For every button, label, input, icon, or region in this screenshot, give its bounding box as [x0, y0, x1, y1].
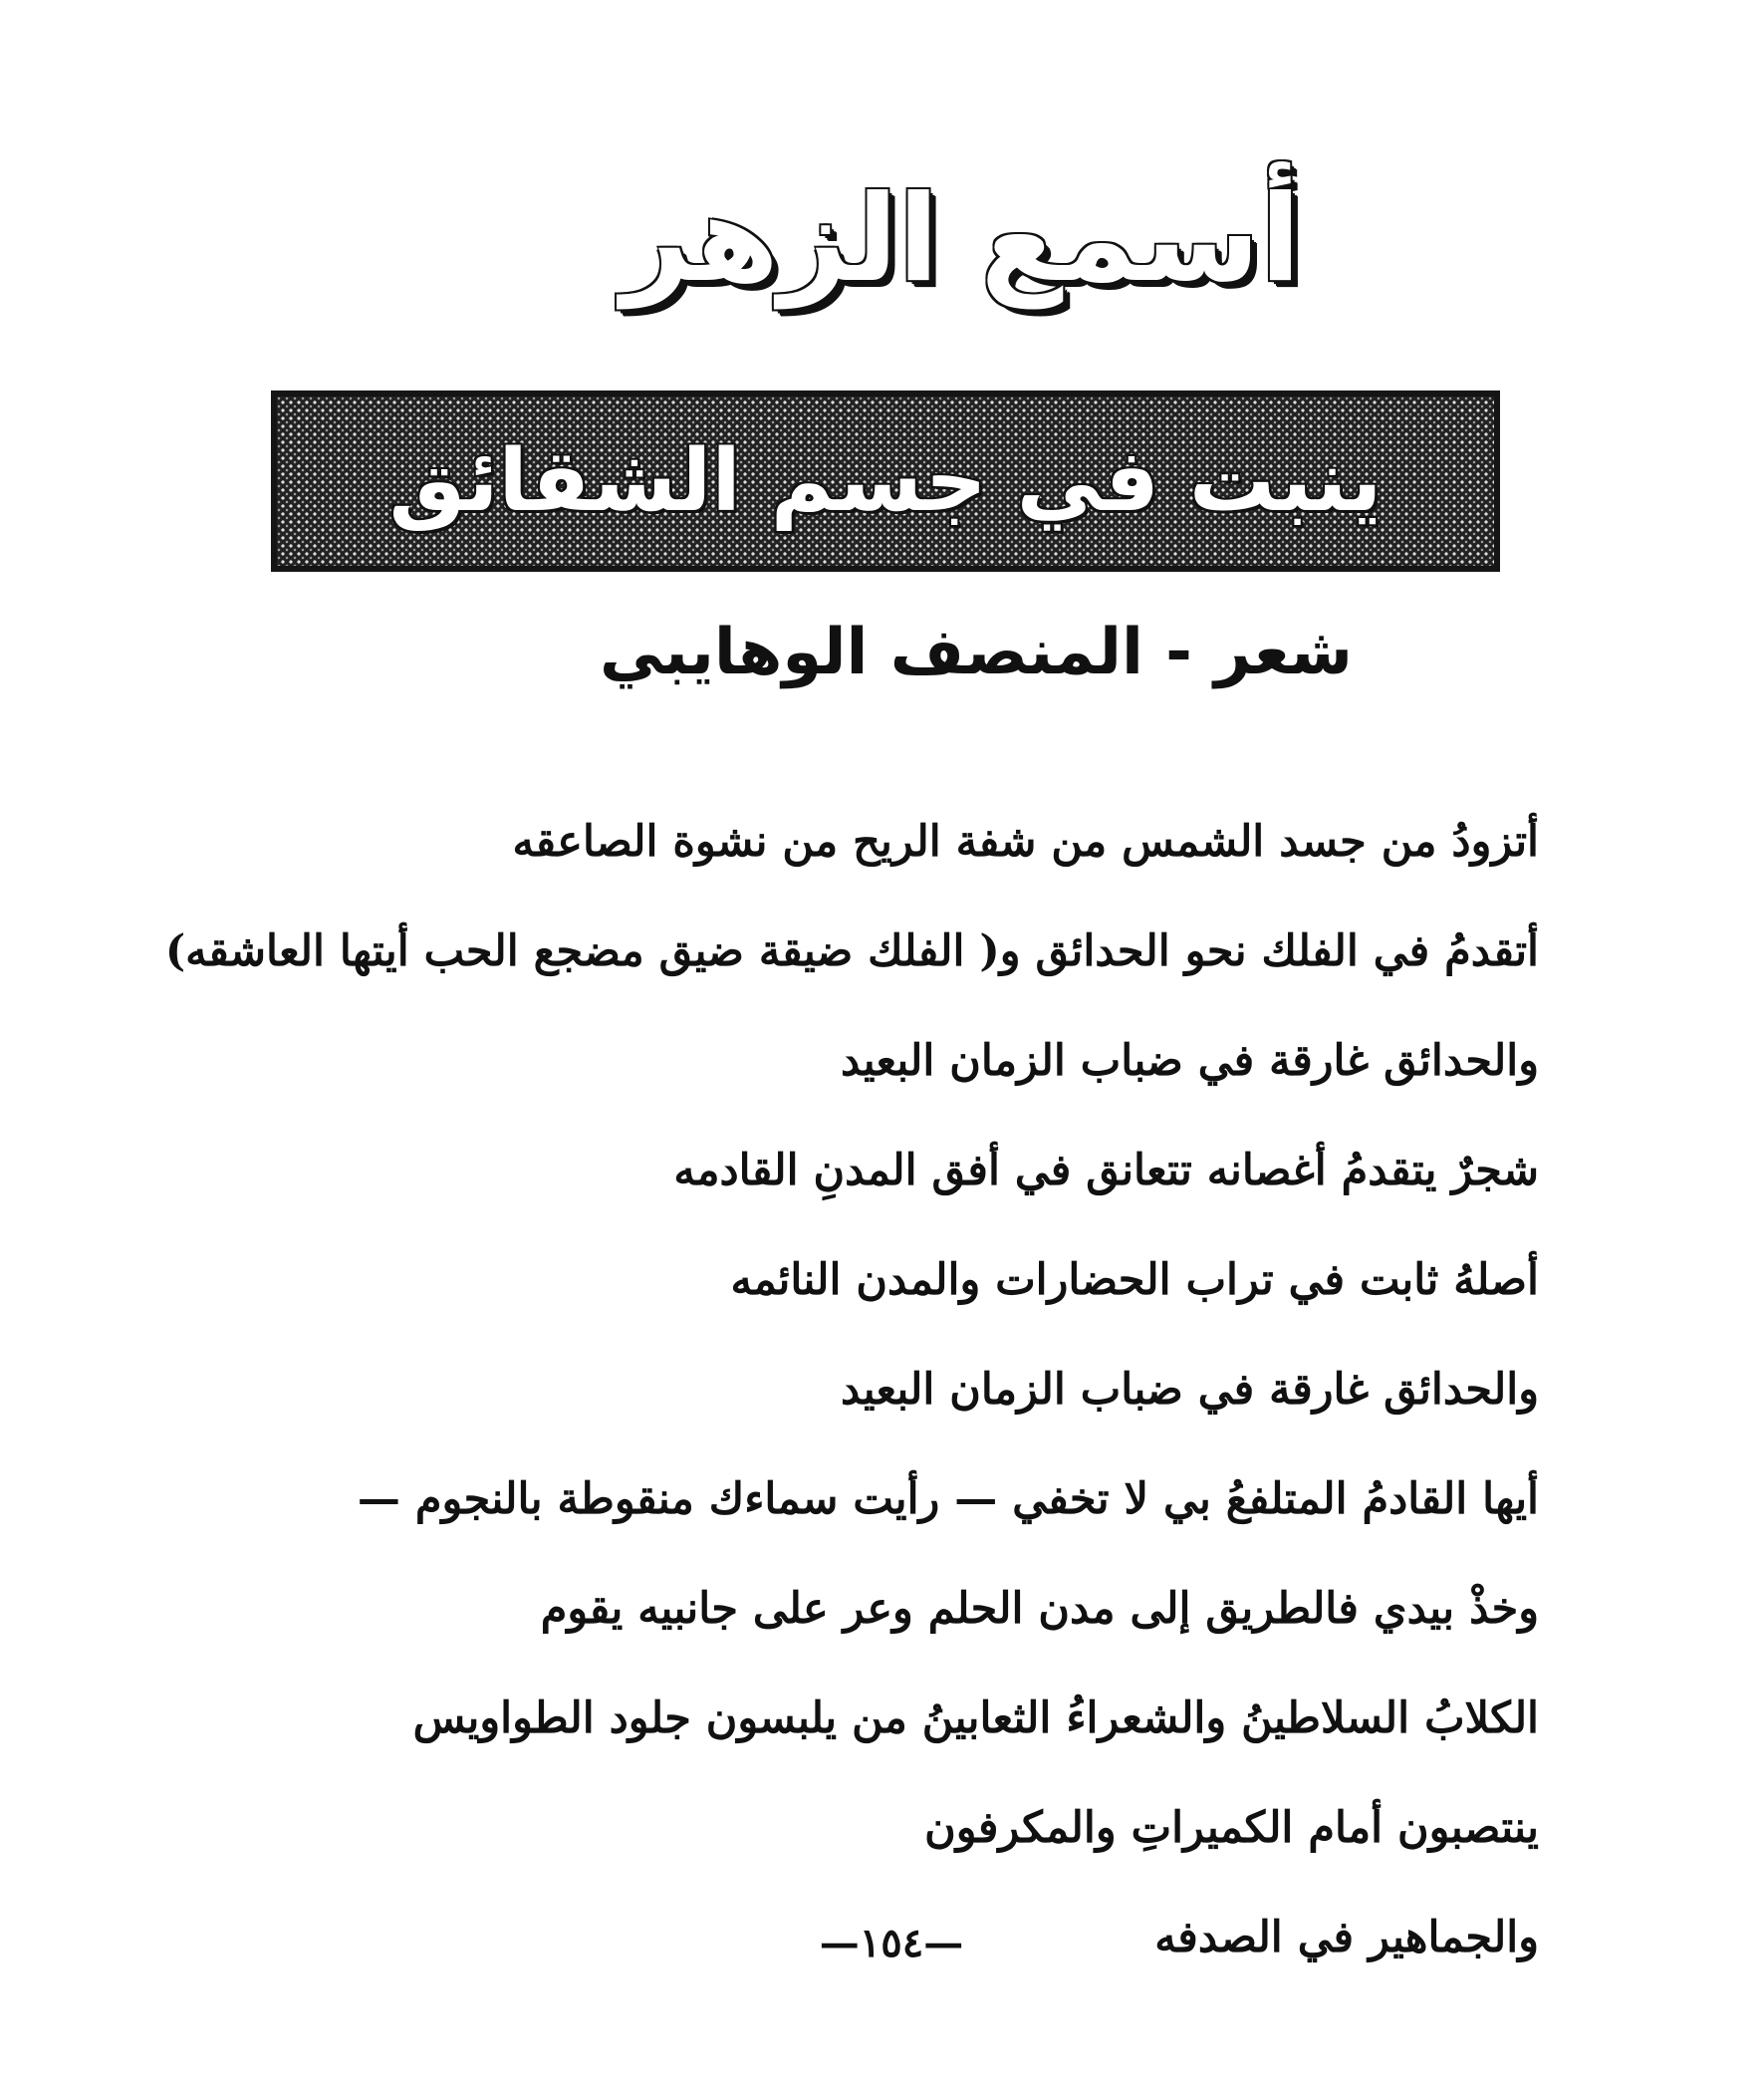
poem-body — [164, 787, 1539, 1992]
poem-title: أسمع الزهر — [621, 169, 1302, 309]
poem-line: والحدائق غارقة في ضباب الزمان البعيد — [841, 1036, 1539, 1086]
subtitle-banner — [271, 390, 1500, 572]
page-number: —١٥٤— — [819, 1919, 964, 1966]
poem-line: وخذْ بيدي فالطريق إلى مدن الحلم وعر على جانبيه يقوم — [540, 1584, 1539, 1634]
banner-text: ينبت في جسم الشقائق — [388, 431, 1383, 531]
poem-line: أصلهُ ثابت في تراب الحضارات والمدن النائمه — [730, 1255, 1539, 1305]
poem-line: أتقدمُ في الفلك نحو الحدائق و( الفلك ضيقة ضيق مضجع الحب أيتها العاشقه) — [164, 926, 1539, 976]
poem-line: شجرٌ يتقدمُ أغصانه تتعانق في أفق المدنِ القادمه — [673, 1146, 1539, 1195]
poem-line: أتزودُ من جسد الشمس من شفة الريح من نشوة الصاعقه — [512, 817, 1539, 867]
poem-line: ينتصبون أمام الكميراتِ والمكرفون — [924, 1803, 1539, 1853]
poem-line: والحدائق غارقة في ضباب الزمان البعيد — [841, 1365, 1539, 1415]
author-byline: شعر - المنصف الوهايبي — [600, 616, 1353, 689]
poem-line: الكلابُ السلاطينُ والشعراءُ الثعابينُ من يلبسون جلود الطواويس — [412, 1693, 1539, 1743]
poem-line: والجماهير في الصدفه — [1154, 1913, 1539, 1962]
poem-line: أيها القادمُ المتلفعُ بي لا تخفي — رأيت سماءك منقوطة بالنجوم — — [357, 1474, 1539, 1524]
